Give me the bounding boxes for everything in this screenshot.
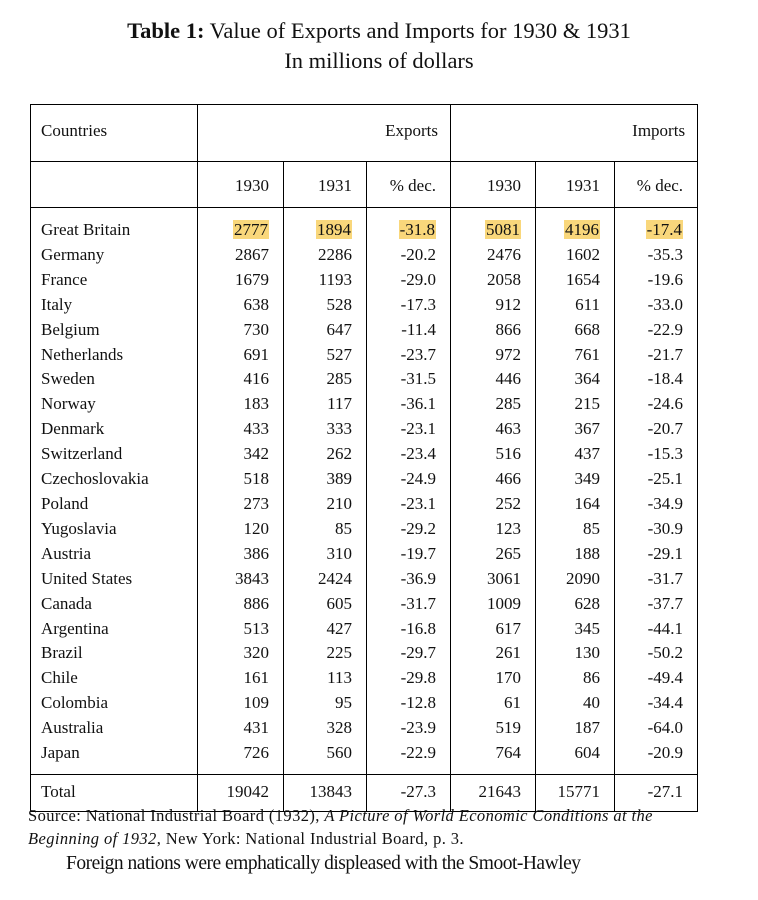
table-row	[31, 293, 698, 318]
title-label: Table 1:	[127, 18, 205, 43]
value-cell: 285	[284, 367, 367, 392]
value-cell: 628	[536, 592, 615, 617]
value-cell: 261	[451, 641, 536, 666]
value-cell: -19.7	[367, 542, 451, 567]
value-cell	[198, 218, 284, 243]
caption-text: Foreign nations were emphatically displeased with the Smoot-Hawley	[66, 853, 581, 874]
title-text: Value of Exports and Imports for 1930 & 1931	[209, 18, 631, 43]
value-cell: 265	[451, 542, 536, 567]
value-cell: 1193	[284, 268, 367, 293]
country-name: Belgium	[31, 318, 198, 343]
countries-header: Countries	[31, 105, 198, 162]
value-cell: 2090	[536, 567, 615, 592]
total-label: Total	[31, 774, 198, 811]
value-cell: 433	[198, 417, 284, 442]
table-row	[31, 243, 698, 268]
value-cell: -34.9	[615, 492, 698, 517]
value-cell: -64.0	[615, 716, 698, 741]
value-cell: 40	[536, 691, 615, 716]
table-row	[31, 517, 698, 542]
highlighted-value: 1894	[317, 220, 351, 239]
sub-header: 1931	[284, 162, 367, 208]
value-cell: 210	[284, 492, 367, 517]
source-suffix: , New York: National Industrial Board, p. 3.	[156, 829, 464, 848]
value-cell: 972	[451, 343, 536, 368]
value-cell: 85	[284, 517, 367, 542]
country-name: Sweden	[31, 367, 198, 392]
country-name: Poland	[31, 492, 198, 517]
value-cell: -23.1	[367, 492, 451, 517]
value-cell: 516	[451, 442, 536, 467]
table-row	[31, 641, 698, 666]
table-row	[31, 442, 698, 467]
value-cell: 328	[284, 716, 367, 741]
value-cell: 513	[198, 617, 284, 642]
country-name: Switzerland	[31, 442, 198, 467]
value-cell: -29.7	[367, 641, 451, 666]
table-row	[31, 592, 698, 617]
value-cell: 187	[536, 716, 615, 741]
value-cell: -20.9	[615, 741, 698, 774]
imports-header: Imports	[451, 105, 698, 162]
value-cell: 466	[451, 467, 536, 492]
table-row	[31, 467, 698, 492]
value-cell: -15.3	[615, 442, 698, 467]
value-cell: 183	[198, 392, 284, 417]
value-cell: -50.2	[615, 641, 698, 666]
value-cell: 638	[198, 293, 284, 318]
table-row	[31, 691, 698, 716]
value-cell	[451, 218, 536, 243]
value-cell	[615, 218, 698, 243]
country-name: Italy	[31, 293, 198, 318]
value-cell: 2286	[284, 243, 367, 268]
country-name: France	[31, 268, 198, 293]
table-row	[31, 741, 698, 774]
country-name: Brazil	[31, 641, 198, 666]
value-cell: 604	[536, 741, 615, 774]
value-cell: 463	[451, 417, 536, 442]
value-cell: -29.1	[615, 542, 698, 567]
value-cell: -20.2	[367, 243, 451, 268]
value-cell: 416	[198, 367, 284, 392]
value-cell: -17.3	[367, 293, 451, 318]
value-cell: -36.1	[367, 392, 451, 417]
value-cell: 560	[284, 741, 367, 774]
value-cell: 2476	[451, 243, 536, 268]
header-row-years	[31, 162, 698, 208]
value-cell: 252	[451, 492, 536, 517]
country-name: Canada	[31, 592, 198, 617]
value-cell: -31.7	[615, 567, 698, 592]
value-cell: 2424	[284, 567, 367, 592]
value-cell: -11.4	[367, 318, 451, 343]
value-cell: 2867	[198, 243, 284, 268]
value-cell: 349	[536, 467, 615, 492]
value-cell: -37.7	[615, 592, 698, 617]
value-cell: 2058	[451, 268, 536, 293]
value-cell: 691	[198, 343, 284, 368]
source-title: A Picture of World Economic Conditions at the Beginning of 1932	[28, 806, 653, 848]
country-name: Czechoslovakia	[31, 467, 198, 492]
value-cell: -19.6	[615, 268, 698, 293]
table-row	[31, 492, 698, 517]
value-cell: 1602	[536, 243, 615, 268]
sub-header: 1930	[451, 162, 536, 208]
value-cell: -25.1	[615, 467, 698, 492]
country-name: Great Britain	[31, 218, 198, 243]
country-name: Denmark	[31, 417, 198, 442]
country-name: Norway	[31, 392, 198, 417]
value-cell: -29.2	[367, 517, 451, 542]
value-cell: 386	[198, 542, 284, 567]
value-cell: -34.4	[615, 691, 698, 716]
sub-header: % dec.	[615, 162, 698, 208]
value-cell: -29.8	[367, 666, 451, 691]
value-cell: 605	[284, 592, 367, 617]
value-cell: 3061	[451, 567, 536, 592]
value-cell	[536, 218, 615, 243]
value-cell: 730	[198, 318, 284, 343]
country-name: Chile	[31, 666, 198, 691]
highlighted-value: 4196	[565, 220, 600, 239]
value-cell: 109	[198, 691, 284, 716]
value-cell: 170	[451, 666, 536, 691]
table-row	[31, 392, 698, 417]
spacer-row	[31, 208, 698, 219]
value-cell: -21.7	[615, 343, 698, 368]
country-name: Argentina	[31, 617, 198, 642]
value-cell: -22.9	[615, 318, 698, 343]
table-row	[31, 617, 698, 642]
country-name: Colombia	[31, 691, 198, 716]
value-cell: -35.3	[615, 243, 698, 268]
country-name: Germany	[31, 243, 198, 268]
value-cell: 912	[451, 293, 536, 318]
value-cell: -24.6	[615, 392, 698, 417]
value-cell: 367	[536, 417, 615, 442]
value-cell: -23.1	[367, 417, 451, 442]
value-cell: 647	[284, 318, 367, 343]
country-name: Japan	[31, 741, 198, 774]
value-cell: -23.9	[367, 716, 451, 741]
value-cell: 364	[536, 367, 615, 392]
value-cell: -33.0	[615, 293, 698, 318]
value-cell: 518	[198, 467, 284, 492]
value-cell: -29.0	[367, 268, 451, 293]
total-value: 15771	[536, 774, 615, 811]
value-cell: 611	[536, 293, 615, 318]
value-cell: 333	[284, 417, 367, 442]
value-cell: 886	[198, 592, 284, 617]
value-cell: 761	[536, 343, 615, 368]
value-cell: -31.7	[367, 592, 451, 617]
value-cell	[284, 218, 367, 243]
source-prefix: Source: National Industrial Board (1932),	[28, 806, 325, 825]
value-cell: 188	[536, 542, 615, 567]
value-cell: 389	[284, 467, 367, 492]
value-cell: 161	[198, 666, 284, 691]
total-value: 19042	[198, 774, 284, 811]
table-row	[31, 367, 698, 392]
value-cell: 273	[198, 492, 284, 517]
value-cell: -16.8	[367, 617, 451, 642]
value-cell: 617	[451, 617, 536, 642]
value-cell: -30.9	[615, 517, 698, 542]
highlighted-value: 5081	[486, 220, 521, 239]
value-cell: 1009	[451, 592, 536, 617]
table-row	[31, 666, 698, 691]
value-cell: 1679	[198, 268, 284, 293]
table-row	[31, 567, 698, 592]
value-cell: -23.7	[367, 343, 451, 368]
value-cell: 1654	[536, 268, 615, 293]
value-cell: 117	[284, 392, 367, 417]
value-cell: 519	[451, 716, 536, 741]
value-cell: 446	[451, 367, 536, 392]
value-cell: 3843	[198, 567, 284, 592]
value-cell: 527	[284, 343, 367, 368]
value-cell: -31.5	[367, 367, 451, 392]
title-subtitle: In millions of dollars	[284, 48, 474, 73]
value-cell: 113	[284, 666, 367, 691]
table-row	[31, 542, 698, 567]
header-blank-cell	[31, 162, 198, 208]
value-cell: 726	[198, 741, 284, 774]
table-row	[31, 417, 698, 442]
country-name: Australia	[31, 716, 198, 741]
value-cell: 320	[198, 641, 284, 666]
value-cell: 130	[536, 641, 615, 666]
value-cell: -12.8	[367, 691, 451, 716]
value-cell: 164	[536, 492, 615, 517]
exports-imports-table	[30, 104, 698, 812]
value-cell	[367, 218, 451, 243]
value-cell: 528	[284, 293, 367, 318]
value-cell: 123	[451, 517, 536, 542]
total-value: -27.1	[615, 774, 698, 811]
value-cell: 86	[536, 666, 615, 691]
value-cell: -20.7	[615, 417, 698, 442]
value-cell: 85	[536, 517, 615, 542]
total-value: 13843	[284, 774, 367, 811]
table-row	[31, 343, 698, 368]
value-cell: 427	[284, 617, 367, 642]
country-name: Netherlands	[31, 343, 198, 368]
value-cell: -44.1	[615, 617, 698, 642]
sub-header: % dec.	[367, 162, 451, 208]
highlighted-value: -17.4	[646, 220, 683, 239]
value-cell: 95	[284, 691, 367, 716]
table-row	[31, 268, 698, 293]
title-line	[0, 16, 758, 46]
value-cell: 215	[536, 392, 615, 417]
header-row-groups	[31, 105, 698, 162]
source-note	[28, 804, 728, 850]
value-cell: -36.9	[367, 567, 451, 592]
highlighted-value: -31.8	[399, 220, 436, 239]
value-cell: -49.4	[615, 666, 698, 691]
total-value: 21643	[451, 774, 536, 811]
value-cell: 866	[451, 318, 536, 343]
value-cell: -22.9	[367, 741, 451, 774]
table-row	[31, 716, 698, 741]
value-cell: 225	[284, 641, 367, 666]
value-cell: 764	[451, 741, 536, 774]
value-cell: 668	[536, 318, 615, 343]
exports-header: Exports	[198, 105, 451, 162]
highlighted-value: 2777	[234, 220, 268, 239]
value-cell: 120	[198, 517, 284, 542]
country-name: Yugoslavia	[31, 517, 198, 542]
value-cell: 262	[284, 442, 367, 467]
table-row	[31, 318, 698, 343]
value-cell: 431	[198, 716, 284, 741]
value-cell: -24.9	[367, 467, 451, 492]
total-value: -27.3	[367, 774, 451, 811]
sub-header: 1930	[198, 162, 284, 208]
value-cell: 310	[284, 542, 367, 567]
country-name: Austria	[31, 542, 198, 567]
value-cell: -23.4	[367, 442, 451, 467]
value-cell: 437	[536, 442, 615, 467]
value-cell: 285	[451, 392, 536, 417]
value-cell: 61	[451, 691, 536, 716]
country-name: United States	[31, 567, 198, 592]
sub-header: 1931	[536, 162, 615, 208]
table-row	[31, 218, 698, 243]
value-cell: 342	[198, 442, 284, 467]
value-cell: 345	[536, 617, 615, 642]
value-cell: -18.4	[615, 367, 698, 392]
table-title	[0, 16, 758, 76]
